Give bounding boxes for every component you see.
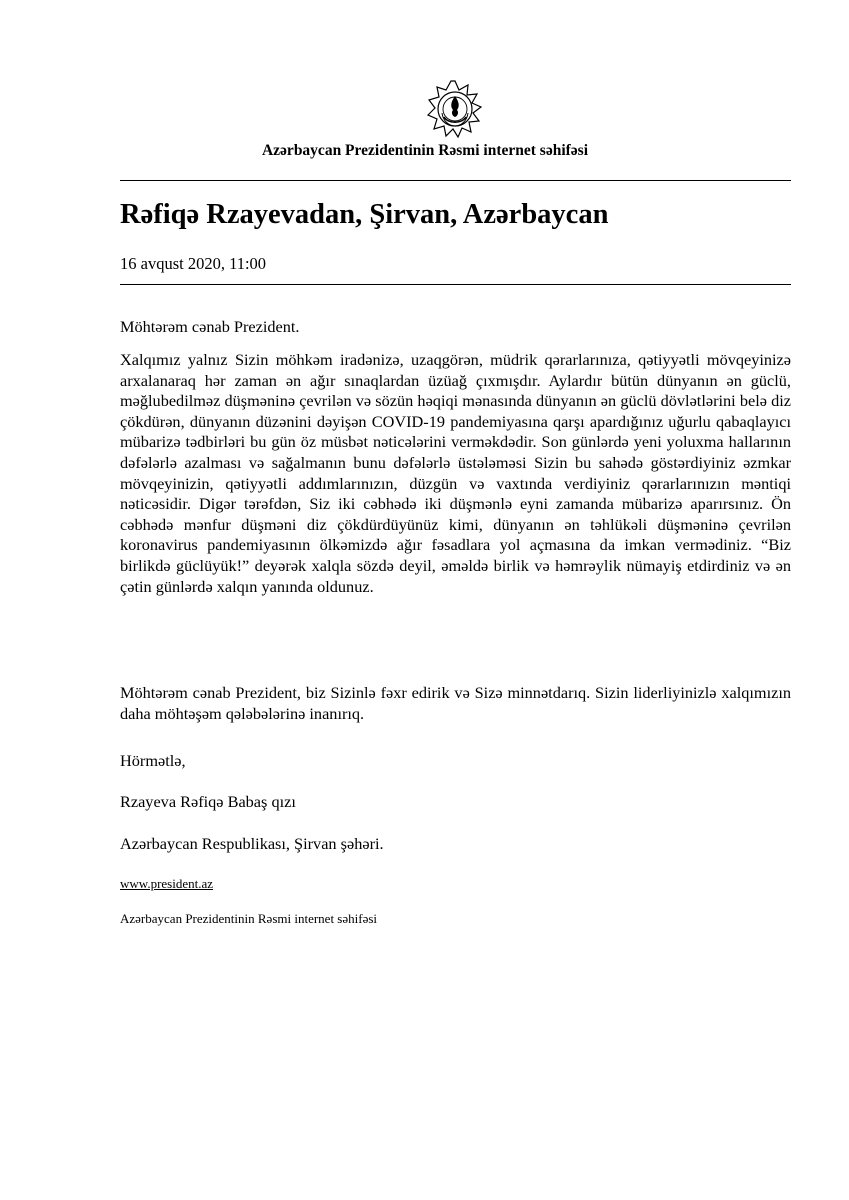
header-divider xyxy=(120,180,791,181)
site-header-title: Azərbaycan Prezidentinin Rəsmi internet səhifəsi xyxy=(261,142,589,159)
azerbaijan-state-emblem-icon xyxy=(425,79,485,139)
article-date: 16 avqust 2020, 11:00 xyxy=(120,254,267,273)
letter-closing: Hörmətlə, xyxy=(120,751,186,770)
title-divider xyxy=(120,284,791,285)
letter-paragraph-1: Xalqımız yalnız Sizin möhkəm iradənizə, uzaqgörən, müdrik qərarlarınıza, qətiyyətli mövqeyinizə arxalanaraq hər zaman ən ağır sınaqlardan üzüağ çıxmışdır. Aylardır bütün dünyanın ən güclü, məğlubedilməz düşməninə çevrilən və sözün həqiqi mənasında dünyanın ən güclü dövlətlərini belə diz çökdürən, dünyanın düzənini dəyişən COVID-19 pandemiyasına qarşı apardığınız uğurlu qabaqlayıcı mübarizə tədbirləri bu gün öz müsbət nəticələrini verməkdədir. Son günlərdə yeni yoluxma hallarının dəfələrlə azalması və sağalmanın bunu dəfələrlə üstələməsi Sizin bu sahədə göstərdiyiniz əzmkar mövqeyinizin, qətiyyətli addımlarınızın, düzgün və vaxtında verdiyiniz qərarlarınızın məntiqi nəticəsidir. Digər tərəfdən, Siz iki cəbhədə iki düşmənlə eyni zamanda mübarizə aparırsınız. Ön cəbhədə mənfur düşməni diz çökdürdüyünüz kimi, dünyanın ən təhlükəli düşməninə çevrilən koronavirus pandemiyasının ölkəmizdə ağır fəsadlara yol açmasına da imkan vermədiniz. “Biz birlikdə güclüyük!” deyərək xalqla sözdə deyil, əməldə birlik və həmrəylik nümayiş etdirdiniz və ən çətin günlərdə xalqın yanında oldunuz. xyxy=(120,350,791,596)
letter-location: Azərbaycan Respublikası, Şirvan şəhəri. xyxy=(120,834,384,853)
letter-salutation: Möhtərəm cənab Prezident. xyxy=(120,317,300,336)
article-title: Rəfiqə Rzayevadan, Şirvan, Azərbaycan xyxy=(120,199,609,230)
footer-site-title: Azərbaycan Prezidentinin Rəsmi internet səhifəsi xyxy=(120,911,378,926)
footer-site-link[interactable]: www.president.az xyxy=(120,876,214,891)
letter-signer: Rzayeva Rəfiqə Babaş qızı xyxy=(120,792,296,811)
letter-paragraph-2: Möhtərəm cənab Prezident, biz Sizinlə fəxr edirik və Sizə minnətdarıq. Sizin liderliyinizlə xalqımızın daha möhtəşəm qələbələrinə inanırıq. xyxy=(120,683,791,723)
